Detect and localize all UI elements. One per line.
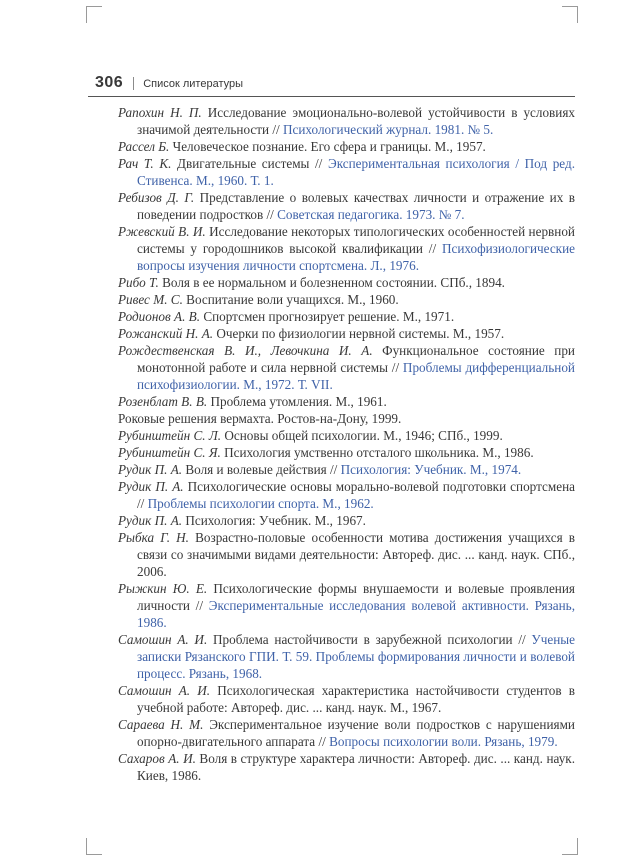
entry-author: Рач Т. К. xyxy=(118,156,172,171)
bibliography-entry xyxy=(118,325,575,342)
section-title: Список литературы xyxy=(143,78,244,90)
bibliography-list xyxy=(118,104,575,784)
bibliography-entry xyxy=(118,138,575,155)
bibliography-entry xyxy=(118,393,575,410)
entry-author: Рапохин Н. П. xyxy=(118,105,202,120)
bibliography-entry xyxy=(118,512,575,529)
entry-author: Рубинштейн С. Я. xyxy=(118,445,221,460)
entry-author: Рыбка Г. Н. xyxy=(118,530,189,545)
entry-author: Рибо Т. xyxy=(118,275,159,290)
entry-source-link[interactable]: Психология: Учебник. М., 1974. xyxy=(340,462,522,477)
entry-author: Рудик П. А. xyxy=(118,513,183,528)
entry-text: Психологическая характеристика настойчивости студентов в учебной работе: Автореф. дис. ... канд. наук. М., 1967. xyxy=(137,683,575,715)
entry-author: Ржевский В. И. xyxy=(118,224,206,239)
entry-author: Самошин А. И. xyxy=(118,632,208,647)
crop-mark-bottom-left xyxy=(86,838,102,855)
bibliography-entry xyxy=(118,529,575,580)
entry-author: Рассел Б. xyxy=(118,139,170,154)
entry-source-link[interactable]: Психологический журнал. 1981. № 5. xyxy=(283,122,494,137)
entry-text: Роковые решения вермахта. Ростов-на-Дону, 1999. xyxy=(118,411,402,426)
entry-author: Рудик П. А. xyxy=(118,462,183,477)
entry-text: Проблема настойчивости в зарубежной психологии // xyxy=(207,632,532,647)
entry-text: Психология: Учебник. М., 1967. xyxy=(182,513,366,528)
entry-text: Человеческое познание. Его сфера и границы. М., 1957. xyxy=(169,139,486,154)
entry-text: Функциональное состояние при монотонной работе и сила нервной системы // xyxy=(137,343,575,375)
bibliography-entry xyxy=(118,631,575,682)
entry-author: Рождественская В. И., Левочкина И. А. xyxy=(118,343,373,358)
entry-author: Рубинштейн С. Л. xyxy=(118,428,222,443)
entry-author: Сараева Н. М. xyxy=(118,717,204,732)
bibliography-entry xyxy=(118,189,575,223)
entry-author: Родионов А. В. xyxy=(118,309,201,324)
entry-text: Возрастно-половые особенности мотива достижения учащихся в связи со значимыми видами деятельности: Автореф. дис. ... канд. наук. СПб., 2006. xyxy=(137,530,575,579)
entry-source-link[interactable]: Экспериментальная психология / Под ред. Стивенса. М., 1960. Т. 1. xyxy=(137,156,575,188)
entry-author: Ребизов Д. Г. xyxy=(118,190,195,205)
bibliography-entry xyxy=(118,478,575,512)
entry-text: Психологические формы внушаемости и волевые проявления личности // xyxy=(137,581,575,613)
crop-mark-top-left xyxy=(86,6,102,23)
entry-text: Воля и волевые действия // xyxy=(182,462,341,477)
bibliography-entry xyxy=(118,716,575,750)
entry-text: Представление о волевых качествах личности и отражение их в поведении подростков // xyxy=(137,190,575,222)
bibliography-entry xyxy=(118,223,575,274)
entry-author: Сахаров А. И. xyxy=(118,751,196,766)
bibliography-entry xyxy=(118,750,575,784)
entry-source-link[interactable]: Ученые записки Рязанского ГПИ. Т. 59. Проблемы формирования личности и волевой процесс. Рязань, 1968. xyxy=(137,632,576,681)
crop-mark-bottom-right xyxy=(562,838,578,855)
entry-author: Рудик П. А. xyxy=(118,479,184,494)
entry-author: Розенблат В. В. xyxy=(118,394,208,409)
entry-source-link[interactable]: Проблемы дифференциальной психофизиологии. М., 1972. Т. VII. xyxy=(137,360,575,392)
bibliography-entry xyxy=(118,682,575,716)
crop-mark-top-right xyxy=(562,6,578,23)
entry-author: Самошин А. И. xyxy=(118,683,211,698)
bibliography-entry xyxy=(118,308,575,325)
bibliography-entry xyxy=(118,444,575,461)
page-number: 306 xyxy=(95,74,124,91)
entry-text: Исследование эмоционально-волевой устойчивости в условиях значимой деятельности // xyxy=(137,105,576,137)
bibliography-entry xyxy=(118,580,575,631)
entry-text: Воспитание воли учащихся. М., 1960. xyxy=(182,292,399,307)
entry-source-link[interactable]: Экспериментальные исследования волевой активности. Рязань, 1986. xyxy=(137,598,575,630)
bibliography-entry xyxy=(118,342,575,393)
entry-text: Спортсмен прогнозирует решение. М., 1971. xyxy=(200,309,455,324)
entry-text: Психологические основы морально-волевой подготовки спортсмена // xyxy=(137,479,575,511)
entry-author: Ривес М. С. xyxy=(118,292,183,307)
entry-author: Рожанский Н. А. xyxy=(118,326,214,341)
bibliography-entry xyxy=(118,104,575,138)
entry-source-link[interactable]: Вопросы психологии воли. Рязань, 1979. xyxy=(329,734,558,749)
bibliography-entry xyxy=(118,291,575,308)
entry-text: Двигательные системы // xyxy=(171,156,328,171)
header-rule xyxy=(88,96,575,97)
entry-text: Психология умственно отсталого школьника. М., 1986. xyxy=(220,445,534,460)
bibliography-entry xyxy=(118,461,575,478)
bibliography-entry xyxy=(118,274,575,291)
bibliography-entry xyxy=(118,155,575,189)
entry-text: Воля в структуре характера личности: Автореф. дис. ... канд. наук. Киев, 1986. xyxy=(137,751,575,783)
entry-text: Основы общей психологии. М., 1946; СПб., 1999. xyxy=(221,428,503,443)
bibliography-entry xyxy=(118,427,575,444)
bibliography-entry xyxy=(118,410,575,427)
header-divider xyxy=(133,77,134,90)
entry-source-link[interactable]: Советская педагогика. 1973. № 7. xyxy=(277,207,465,222)
entry-text: Воля в ее нормальном и болезненном состоянии. СПб., 1894. xyxy=(158,275,505,290)
page-header xyxy=(95,74,243,92)
entry-author: Рыжкин Ю. Е. xyxy=(118,581,208,596)
entry-source-link[interactable]: Проблемы психологии спорта. М., 1962. xyxy=(147,496,374,511)
entry-source-link[interactable]: Психофизиологические вопросы изучения личности спортсмена. Л., 1976. xyxy=(137,241,575,273)
entry-text: Проблема утомления. М., 1961. xyxy=(207,394,387,409)
entry-text: Экспериментальное изучение воли подростков с нарушениями опорно-двигательного аппарата // xyxy=(137,717,575,749)
entry-text: Исследование некоторых типологических особенностей нервной системы у городошников высокой квалификации // xyxy=(137,224,575,256)
entry-text: Очерки по физиологии нервной системы. М., 1957. xyxy=(213,326,505,341)
